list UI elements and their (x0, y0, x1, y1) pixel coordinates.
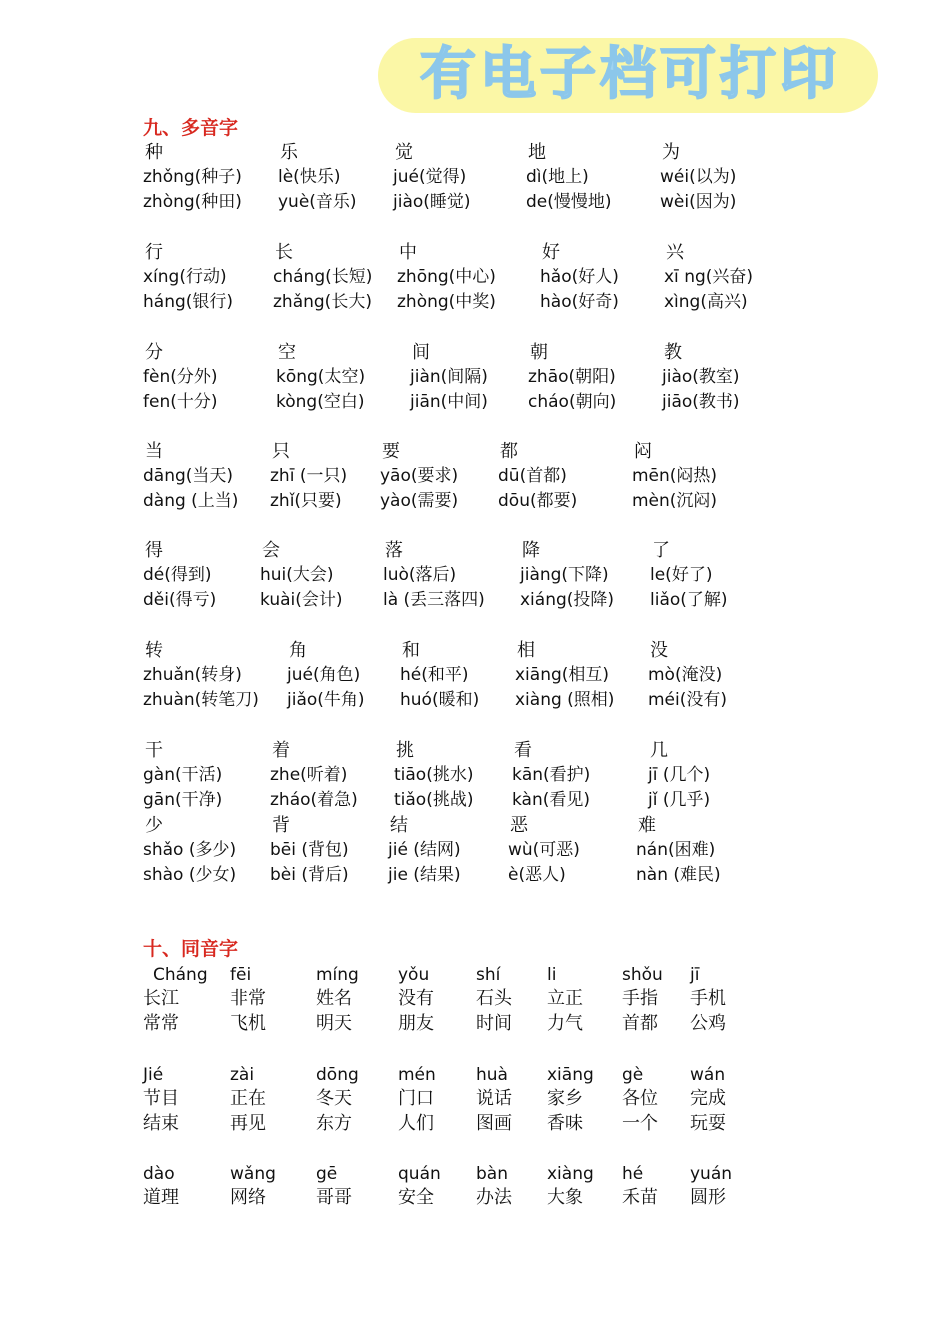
pronunciation-example: jiǎo(牛角) (287, 690, 365, 710)
homophone-pinyin: xiàng (547, 1164, 594, 1184)
pronunciation-example: dé(得到) (143, 565, 212, 585)
homophone-word: 冬天 (316, 1088, 352, 1109)
homophone-word: 禾苗 (622, 1187, 658, 1208)
pronunciation-example: huó(暖和) (400, 690, 480, 710)
pronunciation-example: jié (结网) (388, 840, 461, 860)
pronunciation-example: jiào(睡觉) (393, 192, 471, 212)
pronunciation-example: jiàng(下降) (520, 565, 609, 585)
homophone-pinyin: shǒu (622, 965, 663, 985)
homophone-word: 朋友 (398, 1013, 434, 1034)
pronunciation-example: dāng(当天) (143, 466, 234, 486)
pronunciation-example: dì(地上) (526, 167, 589, 187)
homophone-word: 立正 (547, 988, 583, 1009)
homophone-word: 时间 (476, 1013, 512, 1034)
polyphonic-char: 乐 (280, 142, 298, 163)
pronunciation-example: mèn(沉闷) (632, 491, 718, 511)
homophone-pinyin: zài (230, 1065, 255, 1085)
polyphonic-char: 恶 (510, 815, 528, 836)
homophone-pinyin: quán (398, 1164, 441, 1184)
pronunciation-example: shǎo (多少) (143, 840, 237, 860)
pronunciation-example: xìng(高兴) (664, 292, 748, 312)
polyphonic-char: 几 (650, 740, 668, 761)
polyphonic-char: 了 (652, 540, 670, 561)
polyphonic-char: 兴 (666, 242, 684, 263)
homophone-word: 力气 (547, 1013, 583, 1034)
homophone-word: 道理 (143, 1187, 179, 1208)
pronunciation-example: gàn(干活) (143, 765, 223, 785)
pronunciation-example: shào (少女) (143, 865, 237, 885)
homophone-word: 圆形 (690, 1187, 726, 1208)
homophone-word: 非常 (230, 988, 266, 1009)
pronunciation-example: jué(角色) (287, 665, 361, 685)
homophone-pinyin: gē (316, 1164, 338, 1184)
polyphonic-char: 空 (278, 342, 296, 363)
pronunciation-example: dàng (上当) (143, 491, 239, 511)
polyphonic-char: 干 (145, 740, 163, 761)
pronunciation-example: děi(得亏) (143, 590, 217, 610)
pronunciation-example: zhe(听着) (270, 765, 348, 785)
pronunciation-example: de(慢慢地) (526, 192, 612, 212)
pronunciation-example: xiāng(相互) (515, 665, 610, 685)
polyphonic-char: 行 (145, 242, 163, 263)
pronunciation-example: tiāo(挑水) (394, 765, 474, 785)
pronunciation-example: kàn(看见) (512, 790, 591, 810)
homophone-pinyin: wǎng (230, 1164, 276, 1184)
polyphonic-char: 觉 (395, 142, 413, 163)
pronunciation-example: wèi(因为) (660, 192, 737, 212)
polyphonic-char: 中 (399, 242, 417, 263)
pronunciation-example: cháng(长短) (273, 267, 373, 287)
pronunciation-example: yào(需要) (380, 491, 459, 511)
homophone-word: 说话 (476, 1088, 512, 1109)
homophone-word: 明天 (316, 1013, 352, 1034)
polyphonic-char: 间 (412, 342, 430, 363)
polyphonic-char: 要 (382, 441, 400, 462)
homophone-word: 石头 (476, 988, 512, 1009)
pronunciation-example: zhòng(中奖) (397, 292, 496, 312)
homophone-word: 人们 (398, 1113, 434, 1134)
homophone-word: 门口 (398, 1088, 434, 1109)
pronunciation-example: luò(落后) (383, 565, 457, 585)
pronunciation-example: zhuǎn(转身) (143, 665, 242, 685)
pronunciation-example: fèn(分外) (143, 367, 218, 387)
pronunciation-example: kòng(空白) (276, 392, 365, 412)
pronunciation-example: zhī (一只) (270, 466, 348, 486)
pronunciation-example: zhuàn(转笔刀) (143, 690, 259, 710)
pronunciation-example: zhǐ(只要) (270, 491, 342, 511)
polyphonic-char: 都 (500, 441, 518, 462)
polyphonic-char: 降 (522, 540, 540, 561)
polyphonic-char: 落 (385, 540, 403, 561)
homophone-word: 手机 (690, 988, 726, 1009)
homophone-pinyin: yǒu (398, 965, 430, 985)
homophone-pinyin: jī (690, 965, 700, 985)
polyphonic-char: 背 (272, 815, 290, 836)
homophone-word: 香味 (547, 1113, 583, 1134)
homophone-word: 飞机 (230, 1013, 266, 1034)
pronunciation-example: xíng(行动) (143, 267, 227, 287)
homophone-pinyin: Jié (143, 1065, 164, 1085)
pronunciation-example: hào(好奇) (540, 292, 619, 312)
pronunciation-example: yuè(音乐) (278, 192, 357, 212)
homophone-word: 家乡 (547, 1088, 583, 1109)
polyphonic-char: 地 (528, 142, 546, 163)
pronunciation-example: nán(困难) (636, 840, 716, 860)
homophone-word: 各位 (622, 1088, 658, 1109)
pronunciation-example: zhǒng(种子) (143, 167, 242, 187)
pronunciation-example: zhòng(种田) (143, 192, 242, 212)
section-title-homophones: 十、同音字 (143, 938, 239, 960)
homophone-word: 公鸡 (690, 1013, 726, 1034)
section-title-polyphonic: 九、多音字 (143, 117, 239, 139)
homophone-word: 长江 (143, 988, 179, 1009)
pronunciation-example: yāo(要求) (380, 466, 459, 486)
homophone-pinyin: dào (143, 1164, 175, 1184)
homophone-pinyin: yuán (690, 1164, 733, 1184)
polyphonic-char: 角 (289, 640, 307, 661)
pronunciation-example: háng(银行) (143, 292, 234, 312)
homophone-word: 安全 (398, 1187, 434, 1208)
pronunciation-example: tiǎo(挑战) (394, 790, 474, 810)
polyphonic-char: 会 (262, 540, 280, 561)
polyphonic-char: 只 (272, 441, 290, 462)
homophone-pinyin: míng (316, 965, 359, 985)
homophone-word: 没有 (398, 988, 434, 1009)
polyphonic-char: 看 (514, 740, 532, 761)
pronunciation-example: cháo(朝向) (528, 392, 617, 412)
polyphonic-char: 难 (638, 815, 656, 836)
polyphonic-char: 挑 (396, 740, 414, 761)
pronunciation-example: dōu(都要) (498, 491, 578, 511)
pronunciation-example: là (丢三落四) (383, 590, 485, 610)
pronunciation-example: kōng(太空) (276, 367, 366, 387)
pronunciation-example: hui(大会) (260, 565, 334, 585)
pronunciation-example: mò(淹没) (648, 665, 723, 685)
pronunciation-example: wéi(以为) (660, 167, 737, 187)
polyphonic-char: 长 (275, 242, 293, 263)
polyphonic-char: 种 (145, 142, 163, 163)
homophone-word: 正在 (230, 1088, 266, 1109)
homophone-word: 一个 (622, 1113, 658, 1134)
polyphonic-char: 着 (272, 740, 290, 761)
pronunciation-example: zhōng(中心) (397, 267, 496, 287)
pronunciation-example: xī ng(兴奋) (664, 267, 754, 287)
polyphonic-char: 得 (145, 540, 163, 561)
polyphonic-char: 好 (542, 242, 560, 263)
homophone-pinyin: huà (476, 1065, 508, 1085)
pronunciation-example: gān(干净) (143, 790, 223, 810)
polyphonic-char: 少 (145, 815, 163, 836)
homophone-pinyin: Cháng (153, 965, 208, 985)
pronunciation-example: jī (几个) (648, 765, 711, 785)
polyphonic-char: 分 (145, 342, 163, 363)
pronunciation-example: jiān(中间) (410, 392, 488, 412)
pronunciation-example: bèi (背后) (270, 865, 349, 885)
pronunciation-example: xiáng(投降) (520, 590, 615, 610)
homophone-pinyin: xiāng (547, 1065, 594, 1085)
pronunciation-example: jiào(教室) (662, 367, 740, 387)
homophone-pinyin: hé (622, 1164, 644, 1184)
pronunciation-example: kān(看护) (512, 765, 591, 785)
pronunciation-example: nàn (难民) (636, 865, 721, 885)
pronunciation-example: le(好了) (650, 565, 713, 585)
polyphonic-char: 结 (390, 815, 408, 836)
pronunciation-example: liǎo(了解) (650, 590, 728, 610)
homophone-word: 办法 (476, 1187, 512, 1208)
homophone-word: 哥哥 (316, 1187, 352, 1208)
homophone-pinyin: wán (690, 1065, 726, 1085)
pronunciation-example: jiāo(教书) (662, 392, 740, 412)
pronunciation-example: xiàng (照相) (515, 690, 615, 710)
polyphonic-char: 闷 (634, 441, 652, 462)
pronunciation-example: mēn(闷热) (632, 466, 718, 486)
polyphonic-char: 教 (664, 342, 682, 363)
homophone-pinyin: bàn (476, 1164, 508, 1184)
pronunciation-example: zháo(着急) (270, 790, 358, 810)
homophone-word: 图画 (476, 1113, 512, 1134)
homophone-pinyin: li (547, 965, 557, 985)
homophone-pinyin: dōng (316, 1065, 359, 1085)
homophone-word: 姓名 (316, 988, 352, 1009)
homophone-word: 常常 (143, 1013, 179, 1034)
pronunciation-example: dū(首都) (498, 466, 567, 486)
pronunciation-example: jiàn(间隔) (410, 367, 488, 387)
homophone-word: 网络 (230, 1187, 266, 1208)
pronunciation-example: wù(可恶) (508, 840, 580, 860)
homophone-word: 节目 (143, 1088, 179, 1109)
pronunciation-example: lè(快乐) (278, 167, 341, 187)
homophone-word: 玩耍 (690, 1113, 726, 1134)
polyphonic-char: 朝 (530, 342, 548, 363)
pronunciation-example: hǎo(好人) (540, 267, 619, 287)
homophone-word: 手指 (622, 988, 658, 1009)
pronunciation-example: jué(觉得) (393, 167, 467, 187)
pronunciation-example: zhāo(朝阳) (528, 367, 616, 387)
homophone-pinyin: fēi (230, 965, 252, 985)
homophone-word: 东方 (316, 1113, 352, 1134)
banner-text: 有电子档可打印 (420, 42, 840, 107)
polyphonic-char: 转 (145, 640, 163, 661)
polyphonic-char: 当 (145, 441, 163, 462)
polyphonic-char: 没 (650, 640, 668, 661)
pronunciation-example: kuài(会计) (260, 590, 343, 610)
polyphonic-char: 和 (402, 640, 420, 661)
homophone-word: 再见 (230, 1113, 266, 1134)
print-banner (378, 30, 878, 120)
polyphonic-char: 相 (517, 640, 535, 661)
pronunciation-example: è(恶人) (508, 865, 566, 885)
pronunciation-example: zhǎng(长大) (273, 292, 372, 312)
homophone-word: 完成 (690, 1088, 726, 1109)
pronunciation-example: méi(没有) (648, 690, 728, 710)
pronunciation-example: hé(和平) (400, 665, 469, 685)
homophone-pinyin: mén (398, 1065, 436, 1085)
homophone-word: 大象 (547, 1187, 583, 1208)
pronunciation-example: jie (结果) (388, 865, 461, 885)
homophone-pinyin: shí (476, 965, 501, 985)
pronunciation-example: bēi (背包) (270, 840, 349, 860)
polyphonic-char: 为 (662, 142, 680, 163)
pronunciation-example: jǐ (几乎) (648, 790, 711, 810)
homophone-pinyin: gè (622, 1065, 644, 1085)
homophone-word: 结束 (143, 1113, 179, 1134)
pronunciation-example: fen(十分) (143, 392, 218, 412)
homophone-word: 首都 (622, 1013, 658, 1034)
